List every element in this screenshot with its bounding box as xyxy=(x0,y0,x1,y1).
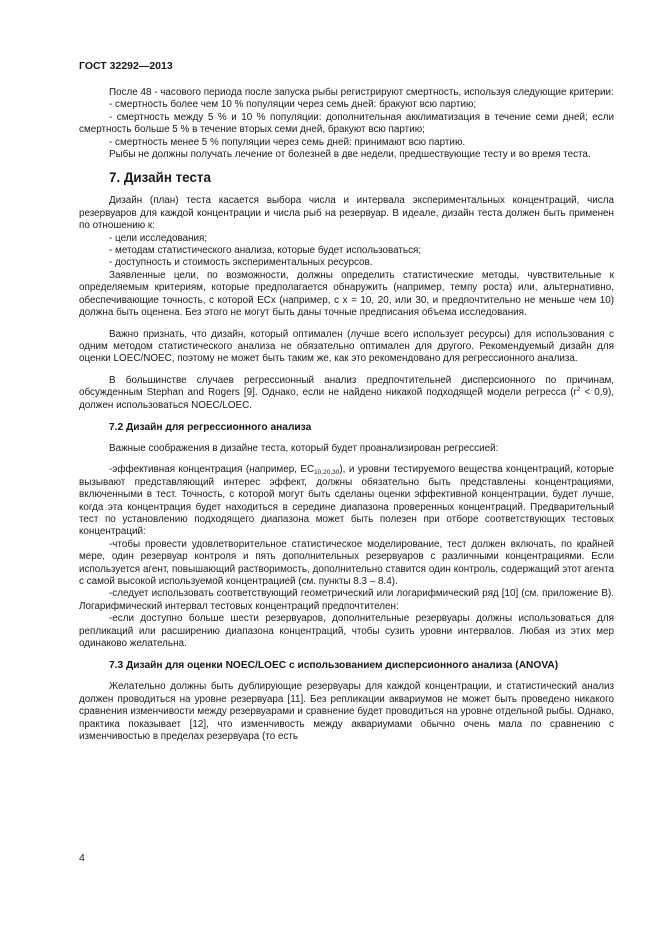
criterion-item: - смертность менее 5 % популяции через семь дней: принимают всю партию. xyxy=(109,136,466,148)
intro-paragraph: После 48 - часового периода после запуска рыбы регистрируют смертность, используя следующие критерии: xyxy=(109,87,614,98)
standard-header: ГОСТ 32292—2013 xyxy=(79,60,173,72)
criterion-item: - смертность между 5 % и 10 % популяции: дополнительная акклиматизация в течение семи дней; если смертность больше 5 % в течение вторых семи дней, бракуют всю партию; xyxy=(79,111,614,136)
page-number: 4 xyxy=(79,852,85,864)
paragraph: -следует использовать соответствующий геометрический или логарифмический ряд [10] (см. приложение В). Логарифмический интервал тестовых концентраций предпочтителен: xyxy=(79,588,614,612)
subsection-heading: 7.2 Дизайн для регрессионного анализа xyxy=(109,421,312,433)
paragraph-text: В большинстве случаев регрессионный анализ предпочтительней дисперсионного по причинам, обсужденным Stephan and Rogers [9]. Однако, если не найдено никакой подходящей модели регресса (r xyxy=(79,374,614,399)
paragraph-text: < 0,9), должен использоваться NOEC/LOEC. xyxy=(79,387,614,411)
paragraph: -чтобы провести удовлетворительное статистическое моделирование, тест должен включать, по крайней мере, один резервуар контроля и пять дополнительных резервуаров с различными концентрациями. Если используется агент, повышающий растворимость, дополнительно ставится один контроль, содержащий этот агента с самой высокой используемой концентрацией (см. пункты 8.3 – 8.4). xyxy=(79,538,614,587)
document-body xyxy=(79,87,614,743)
list-item: - доступность и стоимость экспериментальных ресурсов. xyxy=(109,257,373,269)
subsection-heading: 7.3 Дизайн для оценки NOEC/LOEC с использованием дисперсионного анализа (ANOVA) xyxy=(109,660,559,672)
paragraph xyxy=(79,375,614,412)
superscript: 2 xyxy=(576,386,581,394)
intro-paragraph: Рыбы не должны получать лечение от болезней в две недели, предшествующие тесту и во время теста. xyxy=(109,149,591,161)
paragraph: -если доступно больше шести резервуаров, дополнительные резервуары должны использоваться для репликаций или расширению диапазона концентраций, чтобы сузить уровни интервалов. Любая из этих мер одинаково желательна. xyxy=(79,613,614,650)
paragraph: Заявленные цели, по возможности, должны определить статистические методы, чувствительные к определяемым критериям, которые предполагается обнаружить (например, темпу роста) или, альтернативно, обеспечивающие точность, с которой ECx (например, с x = 10, 20, или 30, и предпочтительно не меньше чем 10) должна быть оценена. Без этого не могут быть даны точные предписания объема исследования. xyxy=(79,269,614,319)
paragraph: Важно признать, что дизайн, который оптимален (лучше всего использует ресурсы) для использования с одним методом статистического анализа не обязательно оптимален для другого. Рекомендуемый дизайн для оценки LOEC/NOEC, поэтому не может быть таким же, как это рекомендовано для регрессионного анализа. xyxy=(79,328,614,365)
list-item: - методам статистического анализа, которые будет использоваться; xyxy=(109,245,422,257)
subscript: 10,20,30 xyxy=(314,469,340,477)
criterion-item: - смертность более чем 10 % популяции через семь дней: бракуют всю партию; xyxy=(109,99,477,111)
paragraph xyxy=(79,464,614,538)
paragraph: Желательно должны быть дублирующие резервуары для каждой концентрации, и статистический анализ должен проводиться на уровне резервуара [11]. Без репликации аквариумов не может быть проведено никакого сравнения изменчивости между резервуарами и сравнение будет проводиться на уровне отдельной рыбы. Однако, практика показывает [12], что изменчивость между аквариумами обычно очень мала по сравнению с изменчивостью в пределах резервуара (то есть xyxy=(79,681,614,743)
paragraph-text: -эффективная концентрация (например, EC xyxy=(109,464,315,476)
paragraph: Дизайн (план) теста касается выбора числа и интервала экспериментальных концентраций, числа резервуаров для каждой концентрации и числа рыб на резервуар. В идеале, дизайн теста должен быть применен по отношению к: xyxy=(79,195,614,232)
paragraph: Важные соображения в дизайне теста, который будет проанализирован регрессией: xyxy=(109,442,499,454)
section-heading: 7. Дизайн теста xyxy=(109,170,211,186)
list-item: - цели исследования; xyxy=(109,232,208,244)
paragraph-text: ), и уровни тестируемого вещества концентраций, которые вызывают представляющий интерес эффект, должны обязательно быть представлены концентрациями, включенными в тест. Точность, с которой могут быть сделаны оценки эффективной концентрации, будет лучше, когда эта концентрация будет находиться в середине диапазона проверенных концентраций. Предварительный тест по установлению подходящего диапазона может быть полезен при отборе соответствующих тестовых концентраций: xyxy=(79,464,614,538)
